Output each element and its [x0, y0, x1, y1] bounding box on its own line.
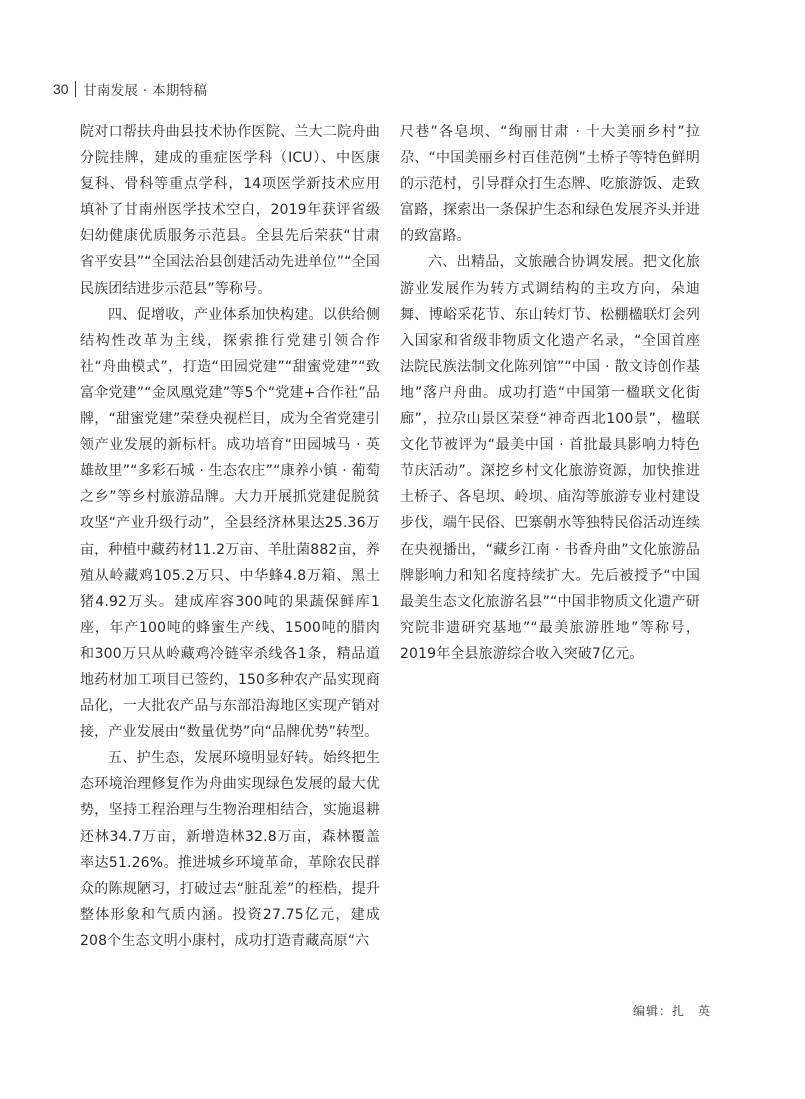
- section-title: 甘南发展 · 本期特稿: [83, 83, 208, 99]
- right-column: [400, 119, 700, 667]
- page-number: 30: [53, 81, 69, 97]
- paragraph-section-four-income: 四、促增收，产业体系加快构建。以供给侧结构性改革为主线，探索推行党建引领合作社“舟曲模式”，打造“田园党建”“甜蜜党建”“致富伞党建”“金凤凰党建”等5个“党建+合作社”品牌，“甜蜜党建”荣登央视栏目，成为全省党建引领产业发展的新标杆。成功培育“田园城马 · 英雄故里”“多彩石城 · 生态农庄”“康养小镇 · 葡萄之乡”等乡村旅游品牌。大力开展抓党建促脱贫攻坚“产业升级行动”，全县经济林果达25.36万亩，种植中藏药材11.2万亩、羊肚菌882亩，养殖从岭藏鸡105.2万只、中华蜂4.8万箱、黑土猪4.92万头。建成库容300吨的果蔬保鲜库1座，年产100吨的蜂蜜生产线、1500吨的腊肉和300万只从岭藏鸡冷链宰杀线各1条，精品道地药材加工项目已签约，150多种农产品实现商品化，一大批农产品与东部沿海地区实现产销对接，产业发展由“数量优势”向“品牌优势”转型。: [80, 306, 380, 741]
- paragraph-continued-healthcare: 院对口帮扶舟曲县技术协作医院、兰大二院舟曲分院挂牌，建成的重症医学科（ICU）、中医康复科、骨科等重点学科，14项医学新技术应用填补了甘南州医学技术空白，2019年获评省级妇幼健康优质服务示范县。全县先后荣获“甘肃省平安县”“全国法治县创建活动先进单位”“全国民族团结进步示范县”等称号。: [80, 124, 380, 297]
- paragraph-section-six-culture-tourism: 六、出精品，文旅融合协调发展。把文化旅游业发展作为转方式调结构的主攻方向，朵迪舞、博峪采花节、东山转灯节、松棚楹联灯会列入国家和省级非物质文化遗产名录，“全国首座法院民族法制文化陈列馆”“中国 · 散文诗创作基地”落户舟曲。成功打造“中国第一楹联文化街廊”，拉尕山景区荣登“神奇西北100景”，楹联文化节被评为“最美中国 · 首批最具影响力特色节庆活动”。深挖乡村文化旅游资源，加快推进土桥子、各皂坝、岭坝、庙沟等旅游专业村建设步伐，端午民俗、巴寨朝水等独特民俗活动连续在央视播出，“藏乡江南 · 书香舟曲”文化旅游品牌影响力和知名度持续扩大。先后被授予“中国最美生态文化旅游名县”“中国非物质文化遗产研究院非遗研究基地”“最美旅游胜地”等称号，2019年全县旅游综合收入突破7亿元。: [400, 254, 700, 662]
- editor-credit: 编辑：扎 英: [633, 1004, 712, 1018]
- paragraph-continued-ecology: 尺巷”各皂坝、“绚丽甘肃 · 十大美丽乡村”拉尕、“中国美丽乡村百佳范例”土桥子等特色鲜明的示范村，引导群众打生态牌、吃旅游饭、走致富路，探索出一条保护生态和绿色发展齐头并进的致富路。: [400, 124, 700, 245]
- page-header: [53, 77, 207, 101]
- paragraph-section-five-ecology: 五、护生态，发展环境明显好转。始终把生态环境治理修复作为舟曲实现绿色发展的最大优势，坚持工程治理与生物治理相结合，实施退耕还林34.7万亩，新增造林32.8万亩，森林覆盖率达51.26%。推进城乡环境革命，革除农民群众的陈规陋习，打破过去“脏乱差”的桎梏，提升整体形象和气质内涵。投资27.75亿元，建成208个生态文明小康村，成功打造青藏高原“六: [80, 750, 380, 949]
- header-divider: [75, 81, 77, 97]
- left-column: [80, 119, 380, 954]
